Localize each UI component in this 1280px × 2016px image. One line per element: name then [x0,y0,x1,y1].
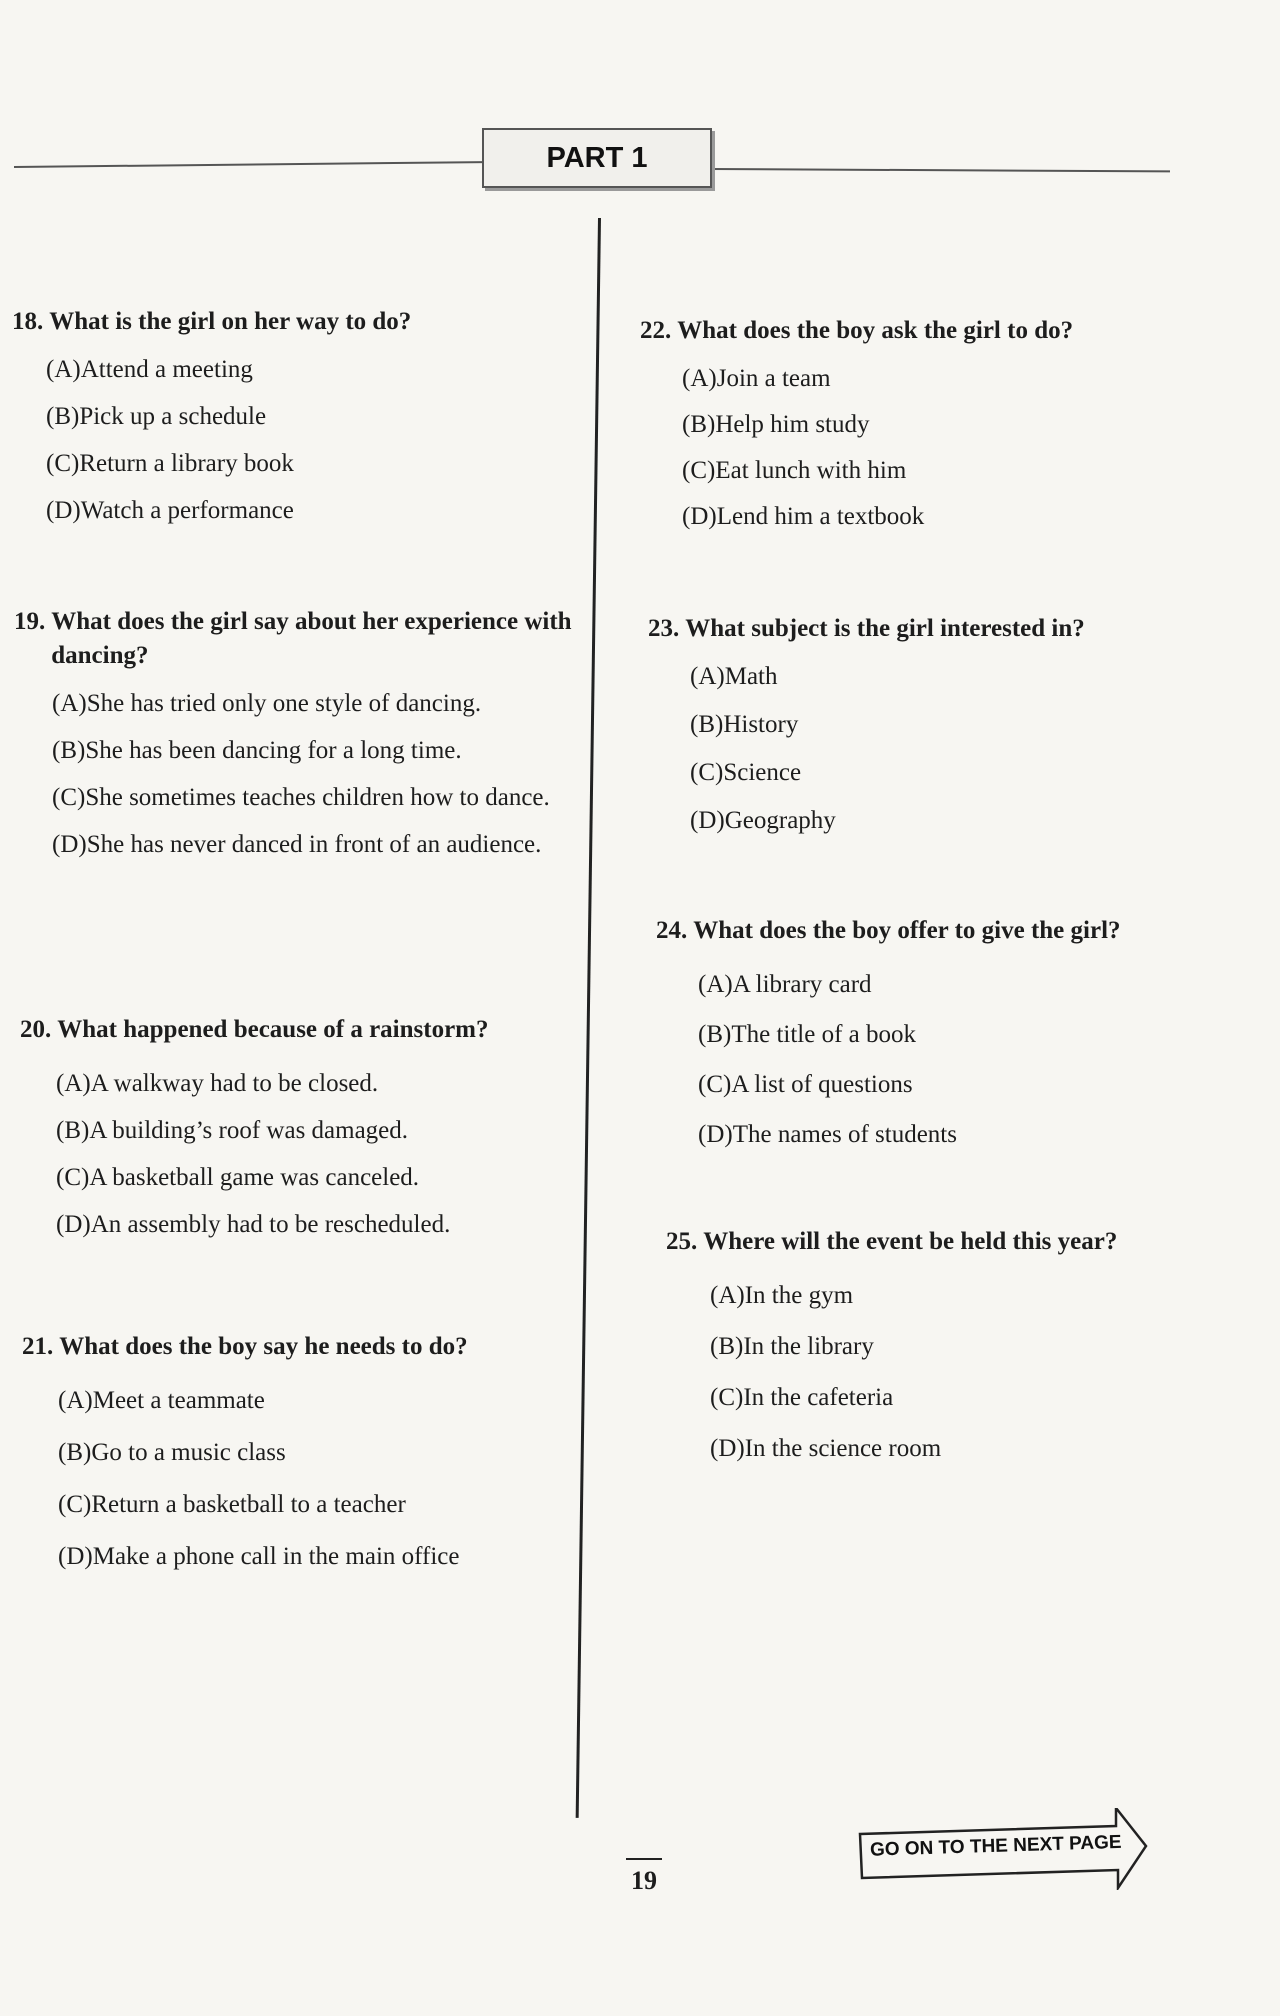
option-b [698,1018,1216,1051]
option-text: In the cafeteria [743,1384,894,1411]
option-d [690,804,1208,837]
option-text: The title of a book [731,1021,916,1048]
option-text: Make a phone call in the main office [92,1543,460,1570]
option-label: (B) [690,711,724,738]
question-number: 24. [656,917,688,944]
option-text: An assembly had to be rescheduled. [90,1211,451,1238]
option-label: (D) [46,497,81,524]
option-text: Pick up a schedule [79,403,267,430]
option-b [58,1436,582,1469]
option-text: Science [723,759,802,786]
header-rule-right [710,168,1170,172]
option-a [682,362,1200,395]
option-b [56,1114,580,1147]
option-label: (B) [58,1439,92,1466]
option-label: (A) [46,356,81,383]
option-d [52,828,574,861]
option-d [682,500,1200,533]
question-stem [14,605,574,673]
question-number: 22. [640,317,672,344]
option-text: Geography [724,807,836,834]
question-25 [666,1225,1226,1465]
question-text: What does the boy offer to give the girl? [693,917,1121,944]
option-d [46,494,572,527]
option-text: In the library [743,1333,874,1360]
option-c [698,1068,1216,1101]
option-label: (A) [710,1282,745,1309]
option-text: In the science room [744,1435,942,1462]
option-b [690,708,1208,741]
question-24 [656,914,1216,1151]
question-text: What does the girl say about her experience with dancing? [51,608,572,669]
option-c [58,1488,582,1521]
next-page-arrow [858,1808,1148,1890]
option-b [682,408,1200,441]
next-page-label: GO ON TO THE NEXT PAGE [869,1831,1122,1861]
option-text: Help him study [715,411,870,438]
question-number: 18. [12,308,44,335]
option-c [46,447,572,480]
option-text: She has tried only one style of dancing. [86,690,482,717]
option-label: (C) [690,759,724,786]
question-stem [666,1225,1226,1259]
option-label: (D) [710,1435,745,1462]
question-stem [20,1013,580,1047]
question-stem [656,914,1216,948]
option-label: (A) [682,365,717,392]
option-b [52,734,574,767]
option-text: Return a library book [79,450,294,477]
option-label: (A) [56,1070,91,1097]
option-d [698,1118,1216,1151]
option-label: (B) [56,1117,90,1144]
question-stem [12,305,572,339]
option-c [690,756,1208,789]
question-19 [14,605,574,861]
question-18 [12,305,572,527]
option-label: (D) [52,831,87,858]
option-label: (A) [58,1387,93,1414]
question-text: What is the girl on her way to do? [49,308,412,335]
question-number: 25. [666,1228,698,1255]
option-b [46,400,572,433]
question-stem [22,1330,582,1364]
option-label: (C) [58,1491,92,1518]
question-text: What subject is the girl interested in? [685,615,1085,642]
option-text: Go to a music class [91,1439,286,1466]
question-number: 21. [22,1333,54,1360]
option-text: Join a team [716,365,831,392]
option-label: (B) [710,1333,744,1360]
option-text: She has been dancing for a long time. [85,737,462,764]
option-c [682,454,1200,487]
option-label: (B) [682,411,716,438]
option-a [46,353,572,386]
question-stem [648,612,1208,646]
option-label: (D) [690,807,725,834]
option-c [710,1381,1226,1414]
option-label: (A) [690,663,725,690]
option-text: She sometimes teaches children how to dance. [85,784,550,811]
question-20 [20,1013,580,1241]
option-label: (A) [698,971,733,998]
question-text: What does the boy ask the girl to do? [677,317,1074,344]
option-label: (B) [698,1021,732,1048]
question-number: 19. [14,608,46,635]
option-text: Return a basketball to a teacher [91,1491,406,1518]
question-22 [640,314,1200,533]
option-d [56,1208,580,1241]
option-text: Meet a teammate [92,1387,265,1414]
option-label: (C) [46,450,80,477]
page-number: 19 [626,1858,662,1896]
question-stem [640,314,1200,348]
question-text: What does the boy say he needs to do? [59,1333,468,1360]
option-label: (D) [58,1543,93,1570]
option-a [56,1067,580,1100]
option-label: (C) [56,1164,90,1191]
question-21 [22,1330,582,1573]
option-a [710,1279,1226,1312]
option-text: A list of questions [731,1071,913,1098]
option-text: The names of students [732,1121,957,1148]
option-text: Attend a meeting [80,356,253,383]
option-label: (D) [56,1211,91,1238]
option-d [710,1432,1226,1465]
option-a [698,968,1216,1001]
option-b [710,1330,1226,1363]
option-text: Eat lunch with him [715,457,907,484]
option-text: In the gym [744,1282,854,1309]
option-a [52,687,574,720]
option-d [58,1540,582,1573]
option-label: (C) [710,1384,744,1411]
option-text: A walkway had to be closed. [90,1070,379,1097]
option-a [58,1384,582,1417]
question-number: 20. [20,1016,52,1043]
option-label: (B) [52,737,86,764]
option-text: She has never danced in front of an audience. [86,831,542,858]
option-label: (B) [46,403,80,430]
option-label: (A) [52,690,87,717]
option-label: (D) [698,1121,733,1148]
option-text: History [723,711,799,738]
option-label: (D) [682,503,717,530]
option-text: A basketball game was canceled. [89,1164,420,1191]
question-23 [648,612,1208,837]
question-text: Where will the event be held this year? [703,1228,1118,1255]
option-text: A library card [732,971,872,998]
option-c [52,781,574,814]
option-text: Lend him a textbook [716,503,925,530]
option-text: A building’s roof was damaged. [89,1117,409,1144]
option-text: Math [724,663,778,690]
option-text: Watch a performance [80,497,294,524]
header-rule-left [14,161,484,168]
option-label: (C) [682,457,716,484]
option-label: (C) [698,1071,732,1098]
question-text: What happened because of a rainstorm? [57,1016,489,1043]
option-c [56,1161,580,1194]
option-a [690,660,1208,693]
option-label: (C) [52,784,86,811]
question-number: 23. [648,615,680,642]
part-heading: PART 1 [482,128,712,188]
